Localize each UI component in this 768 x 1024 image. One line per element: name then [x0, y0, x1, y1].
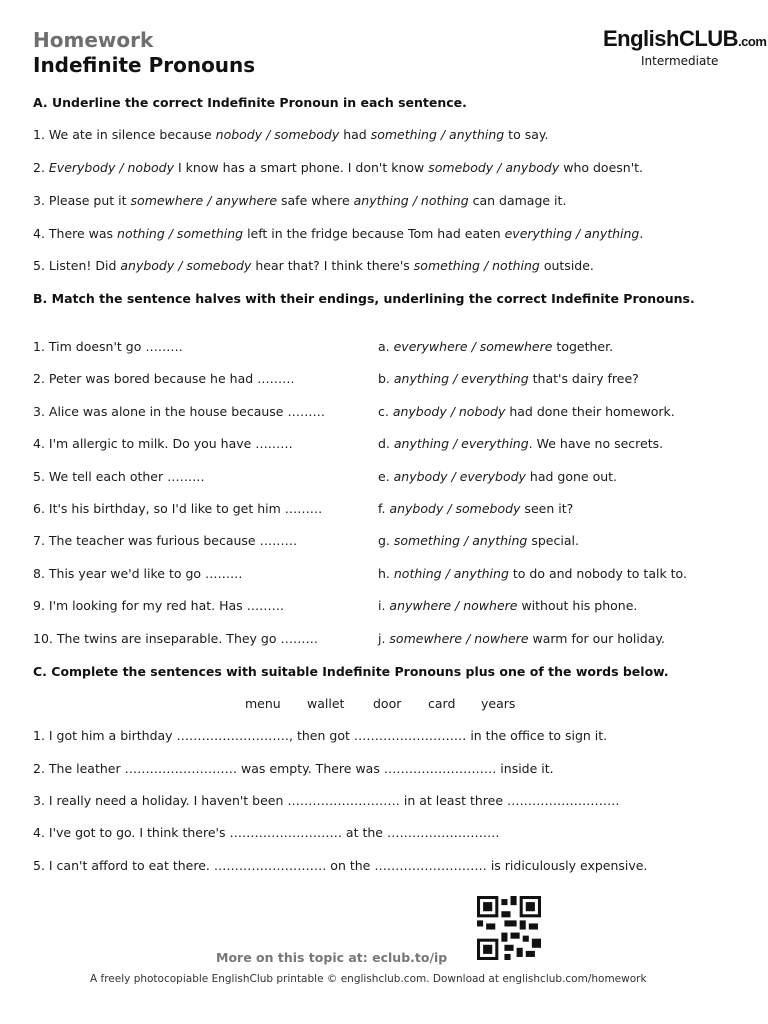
pronoun-choice: anything / everything [393, 371, 529, 387]
sentence-text: warm for our holiday. [528, 630, 665, 646]
pronoun-choice: nobody / somebody [215, 127, 340, 142]
sentence-text: left in the fridge because Tom had eaten [243, 226, 505, 241]
section-c-item-1: 1. I got him a birthday ………………………, then got ……………………… in the office to sign it. [33, 728, 608, 743]
match-left-2: 2. Peter was bored because he had ……… [33, 371, 295, 387]
pronoun-choice: anything / nothing [353, 193, 469, 208]
logo-main-text: EnglishCLUB [603, 26, 739, 51]
sentence-text: that's dairy free? [528, 371, 639, 387]
qr-code-icon [474, 896, 544, 960]
word-years: years [481, 696, 516, 711]
pronoun-choice: anybody / somebody [120, 258, 252, 273]
match-right-a [378, 339, 613, 354]
sentence-text: seen it? [520, 501, 574, 516]
sentence-text: 5. Listen! Did [33, 258, 121, 273]
sentence-text: I know has a smart phone. I don't know [174, 160, 429, 175]
sentence-text: outside. [539, 258, 594, 273]
sentence-text: 3. Please put it [33, 193, 131, 208]
sentence-text: d. [378, 436, 394, 452]
pronoun-choice: nothing / anything [393, 565, 509, 581]
match-right-c [378, 404, 675, 419]
sentence-text: 2. [33, 160, 49, 175]
word-menu: menu [245, 696, 281, 711]
pronoun-choice: something / anything [370, 127, 505, 142]
sentence-text: had gone out. [525, 468, 618, 484]
pronoun-choice: something / nothing [413, 258, 540, 273]
pronoun-choice: anybody / everybody [393, 468, 526, 484]
homework-label: Homework [33, 28, 154, 52]
match-left-7: 7. The teacher was furious because ……… [33, 533, 298, 549]
pronoun-choice: nothing / something [117, 226, 244, 241]
match-right-j [378, 631, 665, 646]
match-right-b [378, 371, 639, 386]
sentence-text: without his phone. [517, 598, 638, 614]
sentence-text: can damage it. [468, 193, 567, 208]
match-left-6: 6. It's his birthday, so I'd like to get him ……… [33, 501, 323, 516]
sentence-text: had [339, 127, 371, 142]
englishclub-logo [603, 26, 766, 52]
section-a-item-5 [33, 258, 594, 273]
sentence-text: e. [378, 468, 394, 484]
section-a-item-1 [33, 127, 548, 142]
section-a-item-2 [33, 160, 643, 175]
sentence-text: i. [378, 598, 390, 614]
section-c-heading: C. Complete the sentences with suitable Indefinite Pronouns plus one of the words below. [33, 664, 669, 679]
sentence-text: to do and nobody to talk to. [508, 565, 687, 581]
section-b-heading: B. Match the sentence halves with their endings, underlining the correct Indefinite Pronouns. [33, 291, 695, 306]
sentence-text: a. [378, 339, 394, 354]
sentence-text: had done their homework. [505, 403, 675, 419]
sentence-text: g. [378, 533, 394, 549]
match-left-10: 10. The twins are inseparable. They go ……… [33, 630, 318, 646]
match-left-8: 8. This year we'd like to go ……… [33, 565, 243, 581]
pronoun-choice: anybody / nobody [392, 403, 506, 419]
match-left-1: 1. Tim doesn't go ……… [33, 339, 183, 354]
section-c-item-3: 3. I really need a holiday. I haven't been ……………………… in at least three ……………………… [33, 793, 620, 808]
match-left-5: 5. We tell each other ……… [33, 468, 205, 484]
sentence-text: together. [552, 339, 614, 354]
sentence-text: b. [378, 371, 394, 387]
section-a-item-4 [33, 226, 643, 241]
section-c-item-5: 5. I can't afford to eat there. ……………………… on the ……………………… is ridiculously expensive. [33, 858, 648, 873]
page-title: Indefinite Pronouns [33, 53, 256, 77]
word-card: card [428, 696, 456, 711]
word-wallet: wallet [307, 696, 345, 711]
sentence-text: f. [378, 501, 390, 516]
sentence-text: hear that? I think there's [251, 258, 414, 273]
pronoun-choice: everywhere / somewhere [393, 339, 553, 354]
sentence-text: 4. There was [33, 226, 118, 241]
logo-com-text: .com [738, 34, 767, 49]
sentence-text: safe where [277, 193, 354, 208]
match-right-f [378, 501, 573, 516]
footer-credit: A freely photocopiable EnglishClub printable © englishclub.com. Download at englishclub.com/homework [90, 973, 647, 985]
more-on-topic-link[interactable]: More on this topic at: eclub.to/ip [216, 950, 448, 965]
match-right-h [378, 566, 687, 581]
section-a-item-3 [33, 193, 566, 208]
pronoun-choice: something / anything [393, 533, 528, 549]
match-left-4: 4. I'm allergic to milk. Do you have ……… [33, 436, 293, 452]
pronoun-choice: anybody / somebody [389, 501, 521, 516]
match-left-9: 9. I'm looking for my red hat. Has ……… [33, 598, 285, 614]
section-c-item-4: 4. I've got to go. I think there's ……………………… at the ……………………… [33, 825, 500, 840]
sentence-text: . [639, 226, 644, 241]
sentence-text: special. [527, 533, 579, 549]
sentence-text: 1. We ate in silence because [33, 127, 216, 142]
match-left-3: 3. Alice was alone in the house because ……… [33, 403, 325, 419]
pronoun-choice: anywhere / nowhere [389, 598, 518, 614]
sentence-text: who doesn't. [559, 160, 644, 175]
pronoun-choice: somewhere / anywhere [130, 193, 278, 208]
pronoun-choice: Everybody / nobody [48, 160, 174, 175]
match-right-g [378, 533, 579, 548]
sentence-text: j. [378, 630, 390, 646]
match-right-e [378, 469, 617, 484]
sentence-text: to say. [504, 127, 549, 142]
word-door: door [373, 696, 402, 711]
pronoun-choice: somewhere / nowhere [389, 630, 529, 646]
sentence-text: c. [378, 403, 393, 419]
sentence-text: . We have no secrets. [528, 436, 664, 452]
pronoun-choice: somebody / anybody [428, 160, 560, 175]
match-right-i [378, 598, 637, 613]
match-right-d [378, 436, 663, 451]
section-a-heading: A. Underline the correct Indefinite Pronoun in each sentence. [33, 95, 467, 110]
section-c-item-2: 2. The leather ……………………… was empty. There was ……………………… inside it. [33, 761, 554, 776]
level-label: Intermediate [641, 54, 719, 68]
sentence-text: h. [378, 565, 394, 581]
pronoun-choice: everything / anything [504, 226, 640, 241]
pronoun-choice: anything / everything [393, 436, 529, 452]
